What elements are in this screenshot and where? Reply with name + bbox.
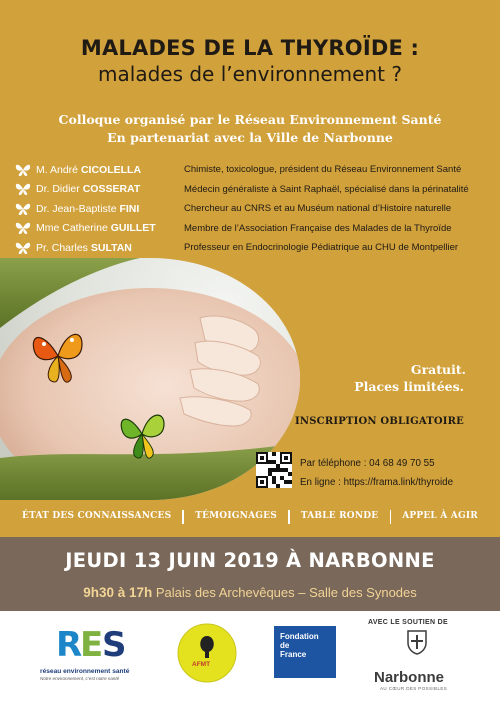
speaker-first-name: M. André	[36, 163, 81, 176]
phone-contact[interactable]: Par téléphone : 04 68 49 70 55	[300, 458, 435, 469]
butterfly-icon	[14, 221, 32, 235]
afmt-label: AFMT	[192, 661, 211, 668]
speaker-name	[36, 222, 184, 234]
event-hours: 9h30 à 17h	[83, 585, 153, 600]
pregnancy-photo	[0, 258, 300, 500]
speaker-last-name: COSSERAT	[82, 183, 141, 196]
speaker-description: Chercheur au CNRS et au Muséum national d’Histoire naturelle	[184, 203, 452, 215]
speaker-first-name: Pr. Charles	[36, 241, 91, 254]
speaker-list	[14, 160, 500, 258]
limited-places-label: Places limitées.	[354, 379, 464, 394]
speaker-description: Professeur en Endocrinologie Pédiatrique au CHU de Montpellier	[184, 242, 459, 254]
fondation-word: Fondation	[280, 632, 319, 641]
res-name: réseau environnement santé	[40, 668, 130, 675]
registration-required: INSCRIPTION OBLIGATOIRE	[295, 416, 464, 427]
speaker-name	[36, 164, 184, 176]
speaker-first-name: Dr. Didier	[36, 183, 83, 196]
speaker-last-name: FINI	[119, 202, 140, 215]
topic-item: TABLE RONDE	[300, 511, 379, 521]
speaker-item	[14, 219, 500, 239]
free-label: Gratuit.	[410, 362, 466, 377]
speaker-name	[36, 183, 184, 195]
speaker-last-name: GUILLET	[110, 222, 156, 235]
speaker-last-name: SULTAN	[90, 241, 132, 254]
partnership-line: En partenariat avec la Ville de Narbonne	[107, 130, 393, 145]
res-logo-mark	[34, 620, 130, 668]
belly-illustration	[0, 258, 300, 500]
topic-item: ÉTAT DES CONNAISSANCES	[22, 511, 172, 521]
speaker-first-name: Dr. Jean-Baptiste	[36, 202, 120, 215]
narbonne-logo[interactable]: Narbonne	[374, 669, 445, 686]
narbonne-crest-icon	[406, 629, 428, 655]
subtitle: malades de l’environnement ?	[98, 62, 402, 86]
main-title: MALADES DE LA THYROÏDE :	[80, 36, 420, 60]
svg-text:S: S	[102, 625, 127, 665]
support-label: AVEC LE SOUTIEN DE	[368, 619, 448, 626]
butterfly-icon	[14, 241, 32, 255]
speaker-name	[36, 242, 184, 254]
butterfly-icon	[14, 163, 32, 177]
svg-text:E: E	[80, 625, 104, 665]
speaker-first-name: Mme Catherine	[36, 222, 111, 235]
topic-item: APPEL À AGIR	[402, 511, 478, 521]
event-date: JEUDI 13 JUIN 2019 À NARBONNE	[65, 549, 435, 572]
narbonne-tagline: AU CŒUR DES POSSIBLES	[380, 686, 448, 691]
fondation-de-france-logo[interactable]	[274, 626, 336, 678]
speaker-item	[14, 238, 500, 258]
online-registration-link[interactable]: En ligne : https://frama.link/thyroide	[300, 477, 454, 488]
res-tagline: Notre environnement, c’est notre santé	[40, 676, 120, 681]
speaker-item	[14, 199, 500, 219]
topic-item: TÉMOIGNAGES	[195, 511, 277, 521]
topic-divider	[390, 510, 392, 524]
topics-bar	[22, 511, 478, 524]
speaker-last-name: CICOLELLA	[80, 163, 142, 176]
svg-text:R: R	[56, 625, 83, 665]
speaker-description: Membre de l’Association Française des Malades de la Thyroïde	[184, 222, 452, 234]
fondation-word: France	[280, 650, 307, 659]
speaker-description: Chimiste, toxicologue, président du Réseau Environnement Santé	[184, 164, 462, 176]
speaker-item	[14, 180, 500, 200]
fondation-text	[280, 632, 319, 659]
event-location	[0, 585, 500, 600]
event-venue: Palais des Archevêques – Salle des Synodes	[152, 585, 417, 600]
afmt-emblem	[176, 622, 238, 684]
speaker-item	[14, 160, 500, 180]
butterfly-icon	[14, 182, 32, 196]
speaker-name	[36, 203, 184, 215]
speaker-description: Médecin généraliste à Saint Raphaël, spécialisé dans la périnatalité	[184, 183, 469, 195]
qr-code[interactable]	[256, 452, 292, 488]
fondation-word: de	[280, 641, 290, 650]
res-logo[interactable]	[34, 620, 130, 685]
topic-divider	[288, 510, 290, 524]
butterfly-icon	[14, 202, 32, 216]
afmt-logo[interactable]	[176, 622, 238, 684]
topic-divider	[182, 510, 184, 524]
organizer-line: Colloque organisé par le Réseau Environnement Santé	[58, 112, 442, 127]
